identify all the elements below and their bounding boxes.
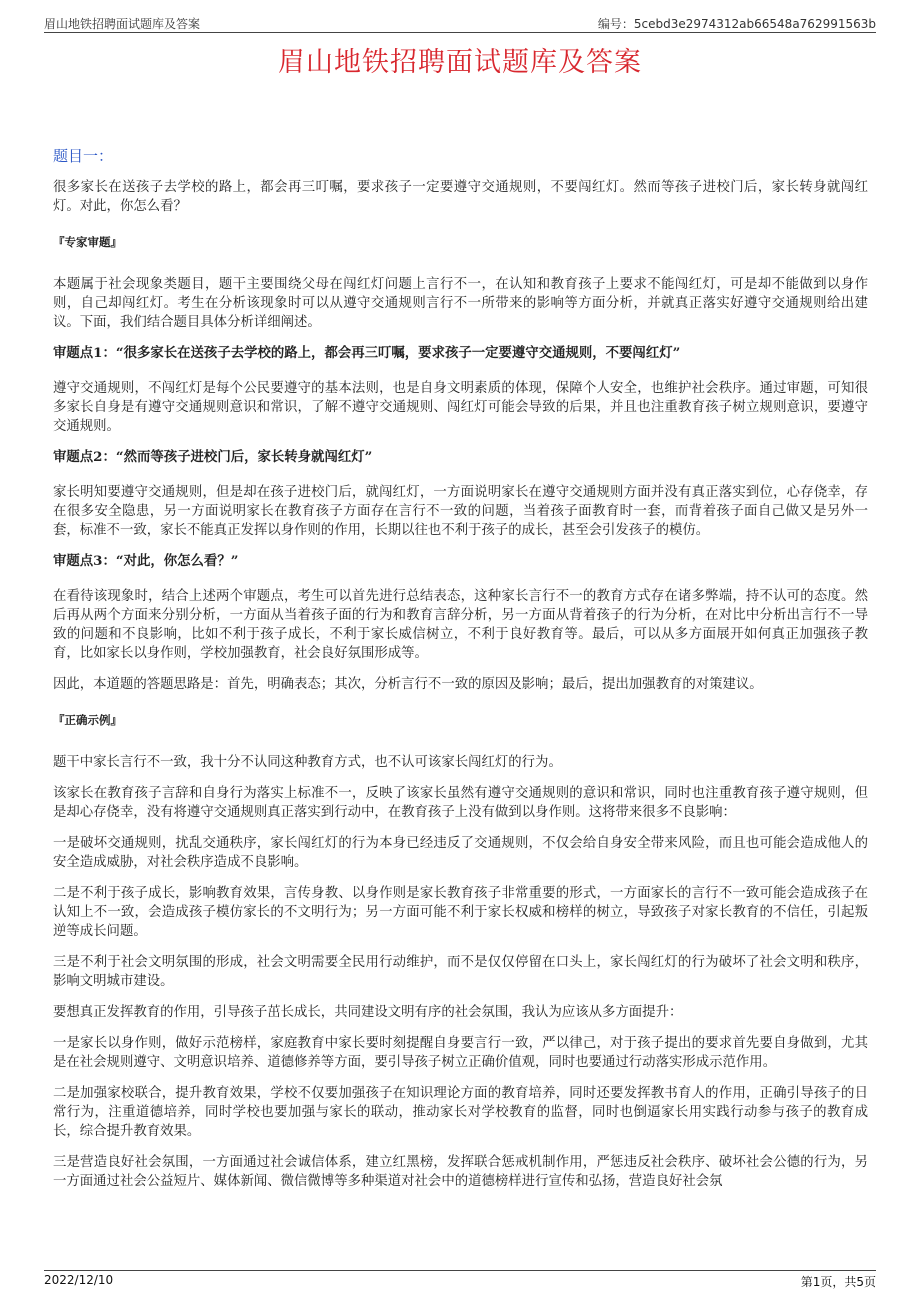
review-point-heading: 审题点1：“很多家长在送孩子去学校的路上，都会再三叮嘱，要求孩子一定要遵守交通规则，不要闯红灯” <box>53 345 681 361</box>
section-heading: 题目一： <box>53 147 114 165</box>
body-paragraph: 一是家长以身作则，做好示范榜样，家庭教育中家长要时刻提醒自身要言行一致，严以律己，对于孩子提出的要求首先要自身做到，尤其是在社会规则遵守、文明意识培养、道德修养等方面，要引导孩子树立正确价值观，同时也要通过行动落实形成示范作用。 <box>53 1036 868 1070</box>
page-title: 眉山地铁招聘面试题库及答案 <box>278 47 642 78</box>
document-body <box>53 178 868 1203</box>
body-paragraph: 遵守交通规则，不闯红灯是每个公民要遵守的基本法则，也是自身文明素质的体现，保障个人安全，也维护社会秩序。通过审题，可知很多家长自身是有遵守交通规则意识和常识，了解不遵守交通规则、闯红灯可能会导致的后果，并且也注重教育孩子树立规则意识，要遵守交通规则。 <box>53 381 868 434</box>
body-paragraph: 三是不利于社会文明氛围的形成，社会文明需要全民用行动维护，而不是仅仅停留在口头上，家长闯红灯的行为破坏了社会文明和秩序，影响文明城市建设。 <box>53 955 868 989</box>
body-paragraph: 本题属于社会现象类题目，题干主要围绕父母在闯红灯问题上言行不一，在认知和教育孩子上要求不能闯红灯，可是却不能做到以身作则，自己却闯红灯。考生在分析该现象时可以从遵守交通规则言行不一所带来的影响等方面分析，并就真正落实好遵守交通规则给出建议。下面，我们结合题目具体分析详细阐述。 <box>53 277 868 330</box>
review-point-heading: 审题点3：“对此，你怎么看？” <box>53 553 239 569</box>
review-point-heading: 审题点2：“然而等孩子进校门后，家长转身就闯红灯” <box>53 449 373 465</box>
header-doc-id: 编号：5cebd3e2974312ab66548a762991563b <box>597 17 876 31</box>
body-paragraph: 二是加强家校联合，提升教育效果，学校不仅要加强孩子在知识理论方面的教育培养，同时还要发挥教书育人的作用，正确引导孩子的日常行为，注重道德培养，同时学校也要加强与家长的联动，推动家长对学校教育的监督，同时也倒逼家长用实践行动参与孩子的教育成长，综合提升教育效果。 <box>53 1086 868 1139</box>
body-paragraph: 三是营造良好社会氛围，一方面通过社会诚信体系，建立红黑榜，发挥联合惩戒机制作用，严惩违反社会秩序、破坏社会公德的行为，另一方面通过社会公益短片、媒体新闻、微信微博等多种渠道对社会中的道德榜样进行宣传和弘扬，营造良好社会氛 <box>53 1155 868 1189</box>
footer-page-number: 第1页，共5页 <box>800 1275 876 1289</box>
question-paragraph: 很多家长在送孩子去学校的路上，都会再三叮嘱，要求孩子一定要遵守交通规则，不要闯红灯。然而等孩子进校门后，家长转身就闯红灯。对此，你怎么看？ <box>53 180 868 214</box>
body-paragraph: 在看待该现象时，结合上述两个审题点，考生可以首先进行总结表态，这种家长言行不一的教育方式存在诸多弊端，持不认可的态度。然后再从两个方面来分别分析，一方面从当着孩子面的行为和教育言辞分析，另一方面从背着孩子的行为分析，在对比中分析出言行不一导致的问题和不良影响，比如不利于孩子成长，不利于家长威信树立，不利于良好教育等。最后，可以从多方面展开如何真正加强孩子教育，比如家长以身作则，学校加强教育，社会良好氛围形成等。 <box>53 589 868 661</box>
body-paragraph: 题干中家长言行不一致，我十分不认同这种教育方式，也不认可该家长闯红灯的行为。 <box>53 755 562 770</box>
body-paragraph: 一是破坏交通规则，扰乱交通秩序，家长闯红灯的行为本身已经违反了交通规则，不仅会给自身安全带来风险，而且也可能会造成他人的安全造成威胁，对社会秩序造成不良影响。 <box>53 836 868 870</box>
footer-date: 2022/12/10 <box>44 1273 114 1287</box>
expert-review-tag: 『专家审题』 <box>53 235 122 249</box>
body-paragraph: 家长明知要遵守交通规则，但是却在孩子进校门后，就闯红灯，一方面说明家长在遵守交通规则方面并没有真正落实到位，心存侥幸，存在很多安全隐患，另一方面说明家长在教育孩子方面存在言行不一致的问题，当着孩子面教育时一套，而背着孩子面自己做又是另外一套，标准不一致，家长不能真正发挥以身作则的作用，长期以往也不利于孩子的成长，甚至会引发孩子的模仿。 <box>53 485 868 538</box>
correct-example-tag: 『正确示例』 <box>53 713 122 727</box>
page-header <box>44 12 876 33</box>
page-footer <box>44 1270 876 1291</box>
body-paragraph: 二是不利于孩子成长，影响教育效果，言传身教、以身作则是家长教育孩子非常重要的形式，一方面家长的言行不一致可能会造成孩子在认知上不一致，会造成孩子模仿家长的不文明行为；另一方面可能不利于家长权威和榜样的树立，导致孩子对家长教育的不信任，引起叛逆等成长问题。 <box>53 886 868 939</box>
header-doc-title: 眉山地铁招聘面试题库及答案 <box>44 17 201 31</box>
body-paragraph: 该家长在教育孩子言辞和自身行为落实上标准不一，反映了该家长虽然有遵守交通规则的意识和常识，同时也注重教育孩子遵守规则，但是却心存侥幸，没有将遵守交通规则真正落实到行动中，在教育孩子上没有做到以身作则。这将带来很多不良影响： <box>53 786 868 820</box>
body-paragraph: 因此，本道题的答题思路是：首先，明确表态；其次，分析言行不一致的原因及影响；最后，提出加强教育的对策建议。 <box>53 677 763 692</box>
body-paragraph: 要想真正发挥教育的作用，引导孩子茁长成长，共同建设文明有序的社会氛围，我认为应该从多方面提升： <box>53 1005 683 1020</box>
